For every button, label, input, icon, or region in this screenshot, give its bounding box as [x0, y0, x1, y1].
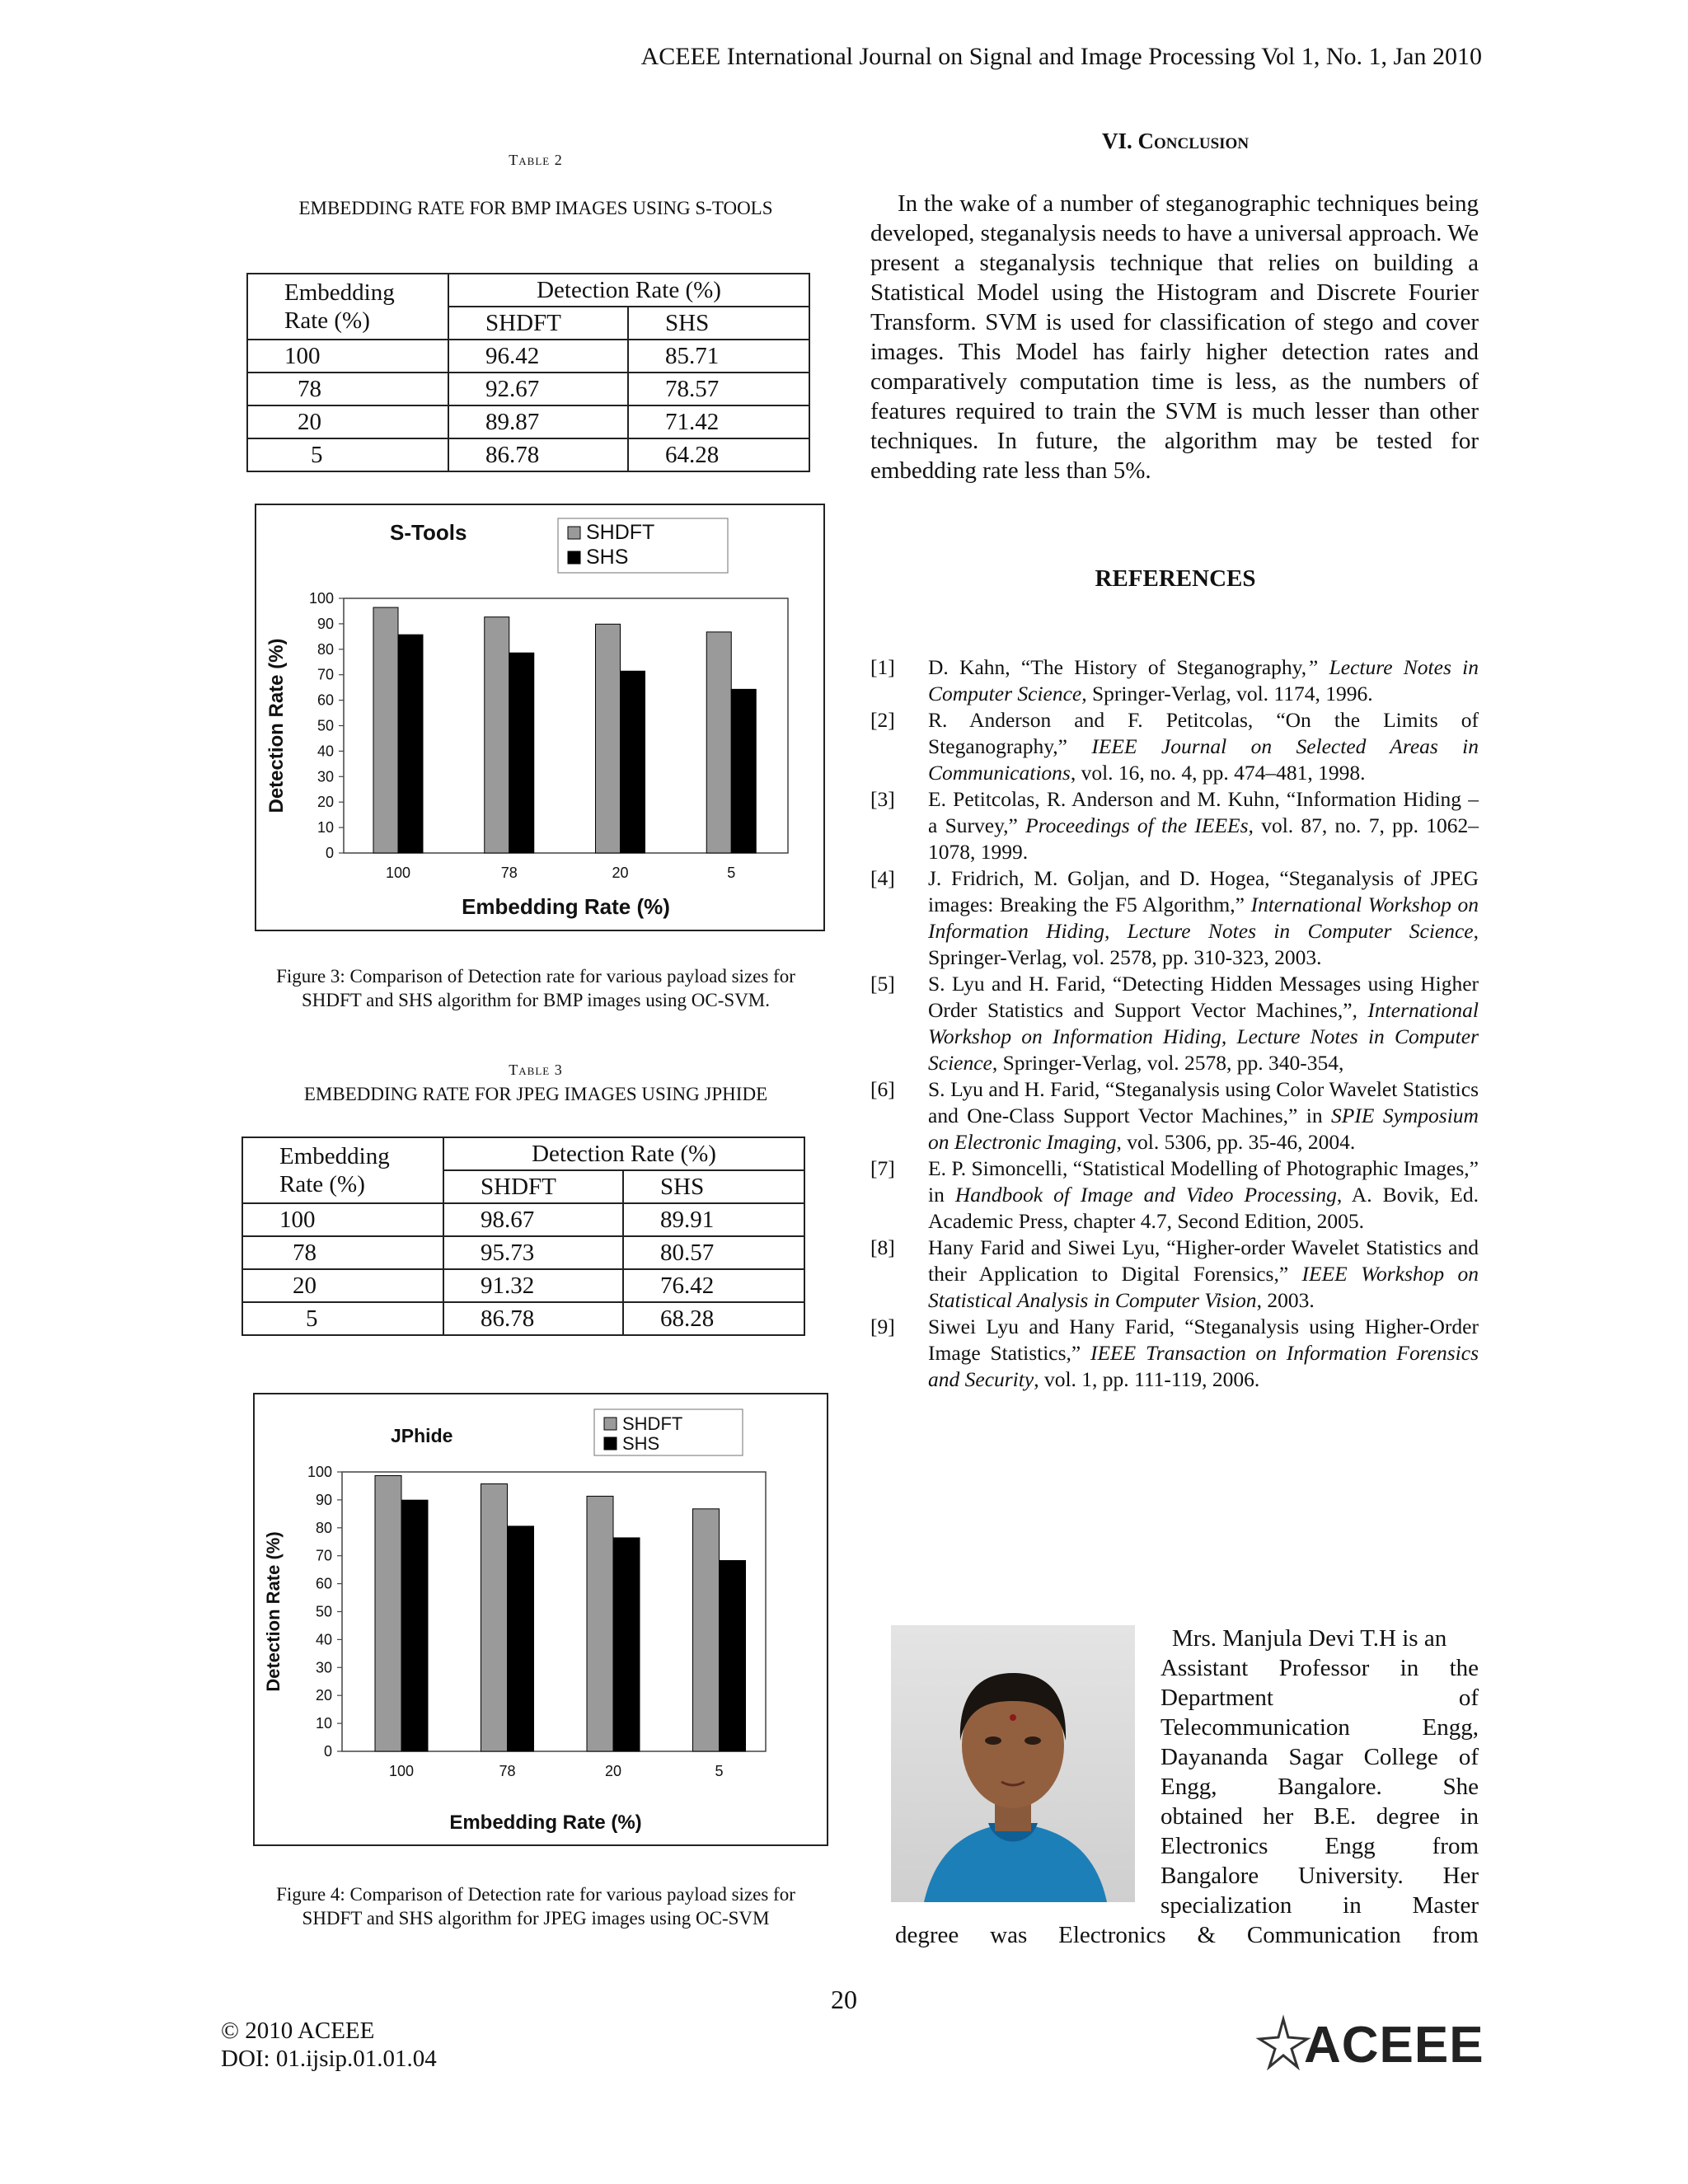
reference-text: E. Petitcolas, R. Anderson and M. Kuhn, “Information Hiding – a Survey,” — [928, 787, 1479, 837]
y-tick-label: 60 — [316, 691, 334, 709]
reference-number: [8] — [870, 1235, 895, 1259]
bar-shs — [613, 1538, 640, 1751]
reference-details: , vol. 5306, pp. 35-46, 2004. — [1116, 1130, 1356, 1154]
reference-details: , 2003. — [1256, 1288, 1315, 1312]
bar-shs — [401, 1500, 428, 1751]
reference-item — [870, 1235, 1479, 1314]
reference-number: [2] — [870, 708, 895, 732]
chart-jphide-svg — [255, 1394, 827, 1844]
reference-number: [4] — [870, 866, 895, 890]
x-tick-label: 78 — [500, 865, 518, 881]
reference-venue: ” Lecture Notes in Computer Science, — [928, 655, 1479, 705]
chart-title: S-Tools — [390, 520, 467, 545]
y-tick-label: 50 — [316, 717, 334, 734]
legend-label-shdft: SHDFT — [586, 521, 655, 544]
table3 — [241, 1137, 805, 1336]
table2-cell: 78.57 — [628, 373, 809, 405]
legend-label-shs: SHS — [586, 546, 629, 569]
y-axis-label: Detection Rate (%) — [263, 1531, 284, 1692]
reference-text: D. Kahn, “The History of Steganography, — [928, 655, 1307, 679]
figure3-caption-line1: Figure 3: Comparison of Detection rate for various payload sizes for — [276, 966, 795, 987]
x-tick-label: 78 — [499, 1763, 516, 1779]
y-tick-label: 70 — [316, 666, 334, 683]
bio-line: Bangalore University. Her — [1160, 1863, 1479, 1889]
legend-swatch-shs — [604, 1437, 617, 1450]
table2-title: EMBEDDING RATE FOR BMP IMAGES USING S-TOOLS — [298, 198, 773, 218]
y-tick-label: 0 — [325, 845, 334, 861]
x-axis-label: Embedding Rate (%) — [462, 894, 670, 919]
bar-shs — [509, 653, 534, 853]
table2-label — [239, 152, 832, 169]
bar-shdft — [693, 1509, 720, 1751]
reference-details: , Springer-Verlag, vol. 2578, pp. 340-354, — [992, 1051, 1344, 1075]
y-tick-label: 40 — [316, 743, 334, 760]
reference-item — [870, 865, 1479, 971]
bar-shdft — [481, 1483, 508, 1751]
bio-line: Engg, Bangalore. She — [1160, 1774, 1479, 1800]
reference-venue: IEEE Workshop on Statistical Analysis in Computer Vision — [928, 1262, 1479, 1312]
reference-venue: Proceedings of the IEEEs, — [1025, 813, 1254, 837]
reference-details: vol. 87, no. 7, pp. 1062–1078, 1999. — [928, 813, 1479, 864]
reference-details: Springer-Verlag, vol. 1174, 1996. — [1086, 682, 1373, 705]
table2-cell: 78 — [247, 373, 448, 405]
table3-row — [242, 1236, 804, 1269]
reference-item — [870, 1155, 1479, 1235]
table2-cell: 89.87 — [448, 405, 628, 438]
bio-line: Department of — [1160, 1685, 1479, 1711]
table3-row — [242, 1203, 804, 1236]
table2-row — [247, 340, 809, 373]
reference-item — [870, 1314, 1479, 1393]
table3-cell: 76.42 — [623, 1269, 804, 1302]
table3-cell: 89.91 — [623, 1203, 804, 1236]
author-bio — [1160, 1624, 1479, 1920]
chart-title: JPhide — [391, 1425, 453, 1446]
x-tick-label: 100 — [385, 865, 411, 881]
bar-shdft — [587, 1496, 613, 1751]
y-tick-label: 80 — [316, 640, 334, 658]
reference-text: E. P. Simoncelli, “Statistical Modelling of Photographic Images,” in — [928, 1156, 1479, 1207]
table2-cell: 92.67 — [448, 373, 628, 405]
table3-title: EMBEDDING RATE FOR JPEG IMAGES USING JPHIDE — [303, 1084, 768, 1104]
table3-cell: 86.78 — [443, 1302, 623, 1335]
page-number: 20 — [831, 1985, 857, 2014]
legend-swatch-shs — [568, 551, 580, 564]
chart-s-tools — [255, 504, 825, 931]
bio-line: Assistant Professor in the — [1160, 1655, 1479, 1681]
y-tick-label: 100 — [307, 1464, 332, 1480]
bar-shdft — [375, 1476, 401, 1751]
y-tick-label: 90 — [316, 615, 334, 632]
table3-head-group: Detection Rate (%) — [443, 1137, 804, 1170]
references-list — [870, 654, 1479, 1393]
figure3-caption-line2: SHDFT and SHS algorithm for BMP images using OC-SVM. — [301, 990, 770, 1010]
table3-head-embedding: Embedding Rate (%) — [242, 1137, 443, 1203]
bar-shs — [621, 671, 645, 853]
reference-details: , vol. 1, pp. 111-119, 2006. — [1034, 1367, 1260, 1391]
table3-cell: 91.32 — [443, 1269, 623, 1302]
table2-head-group: Detection Rate (%) — [448, 274, 809, 307]
reference-details: , vol. 16, no. 4, pp. 474–481, 1998. — [1070, 761, 1366, 785]
bar-shdft — [596, 624, 621, 853]
legend-swatch-shdft — [568, 527, 580, 539]
reference-details: , A. Bovik, Ed. Academic Press, chapter 4.7, Second Edition, 2005. — [928, 1183, 1479, 1233]
reference-number: [3] — [870, 787, 895, 811]
bar-shdft — [485, 617, 509, 853]
legend-label-shdft: SHDFT — [622, 1413, 683, 1434]
reference-text: Siwei Lyu and Hany Farid, “Steganalysis using Higher-Order Image Statistics,” — [928, 1315, 1479, 1365]
table3-head-shs: SHS — [623, 1170, 804, 1203]
table2-cell: 86.78 — [448, 438, 628, 471]
x-tick-label: 5 — [727, 865, 736, 881]
conclusion-title: VI. Conclusion — [1101, 129, 1250, 153]
table2-label-text: Table 2 — [509, 152, 563, 168]
reference-number: [6] — [870, 1077, 895, 1101]
author-photo — [891, 1625, 1135, 1902]
aceee-logo — [1254, 2014, 1485, 2072]
figure4-caption-line1: Figure 4: Comparison of Detection rate for various payload sizes for — [276, 1884, 795, 1905]
author-photo-image — [891, 1625, 1135, 1902]
bio-line: Dayananda Sagar College of — [1160, 1744, 1479, 1770]
y-tick-label: 0 — [323, 1743, 332, 1760]
conclusion-title-word: Conclusion — [1137, 129, 1250, 153]
chart-s-tools-svg — [256, 505, 823, 930]
bio-line: Telecommunication Engg, — [1160, 1714, 1479, 1741]
x-tick-label: 20 — [604, 1763, 622, 1779]
table2-cell: 96.42 — [448, 340, 628, 373]
doi: DOI: 01.ijsip.01.01.04 — [221, 2046, 437, 2072]
bar-shs — [731, 689, 756, 853]
footer-left — [221, 2017, 437, 2073]
table3-cell: 80.57 — [623, 1236, 804, 1269]
table3-label — [214, 1062, 857, 1079]
reference-venue: Handbook of Image and Video Processing — [954, 1183, 1337, 1207]
y-tick-label: 30 — [316, 768, 334, 785]
x-tick-label: 100 — [388, 1763, 415, 1779]
author-bio-last-line: degree was Electronics & Communication from — [895, 1922, 1479, 1948]
y-tick-label: 60 — [315, 1575, 332, 1592]
y-tick-label: 70 — [315, 1547, 332, 1564]
y-axis-label: Detection Rate (%) — [265, 638, 288, 813]
copyright: © 2010 ACEEE — [221, 2018, 375, 2044]
table3-cell: 68.28 — [623, 1302, 804, 1335]
x-tick-label: 5 — [715, 1763, 724, 1779]
reference-number: [5] — [870, 972, 895, 996]
figure3-caption — [214, 964, 857, 1012]
table3-head-shdft: SHDFT — [443, 1170, 623, 1203]
bar-shdft — [373, 607, 398, 853]
reference-item — [870, 707, 1479, 786]
table2-head-shs: SHS — [628, 307, 809, 340]
x-tick-label: 20 — [612, 865, 629, 881]
y-tick-label: 10 — [316, 819, 334, 837]
reference-venue: SPIE Symposium on Electronic Imaging — [928, 1104, 1479, 1154]
logo-text: ACEEE — [1304, 2017, 1484, 2074]
reference-item — [870, 971, 1479, 1076]
reference-number: [7] — [870, 1156, 895, 1180]
table2-cell: 85.71 — [628, 340, 809, 373]
reference-venue: IEEE Transaction on Information Forensics and Security — [928, 1341, 1479, 1391]
reference-venue: , International Workshop on Information Hiding, Lecture Notes in Computer Science — [928, 998, 1479, 1075]
table2-cell: 64.28 — [628, 438, 809, 471]
bio-line: obtained her B.E. degree in — [1160, 1803, 1479, 1830]
y-tick-label: 90 — [315, 1491, 332, 1508]
table3-cell: 20 — [242, 1269, 443, 1302]
table2 — [246, 273, 810, 472]
table2-cell: 71.42 — [628, 405, 809, 438]
table3-cell: 78 — [242, 1236, 443, 1269]
legend-swatch-shdft — [604, 1418, 617, 1430]
reference-text: S. Lyu and H. Farid, “Steganalysis using Color Wavelet Statistics and One-Class Support Vector Machines,” in — [928, 1077, 1479, 1127]
reference-text: S. Lyu and H. Farid, “Detecting Hidden Messages using Higher Order Statistics and Support Vector Machines,” — [928, 972, 1479, 1022]
table3-cell: 100 — [242, 1203, 443, 1236]
chart-jphide — [253, 1393, 828, 1846]
table3-cell: 98.67 — [443, 1203, 623, 1236]
reference-venue: IEEE Journal on Selected Areas in Communications — [928, 734, 1479, 785]
reference-number: [1] — [870, 655, 895, 679]
references-title: REFERENCES — [1095, 565, 1256, 592]
reference-number: [9] — [870, 1315, 895, 1338]
table2-head-shdft: SHDFT — [448, 307, 628, 340]
bar-shs — [398, 635, 423, 853]
y-tick-label: 20 — [315, 1687, 332, 1704]
reference-item — [870, 786, 1479, 865]
table2-cell: 100 — [247, 340, 448, 373]
table3-cell: 5 — [242, 1302, 443, 1335]
table2-row — [247, 373, 809, 405]
bio-line: Mrs. Manjula Devi T.H is an — [1172, 1625, 1447, 1652]
bio-line: specialization in Master — [1160, 1892, 1479, 1919]
table3-row — [242, 1269, 804, 1302]
bio-line: Electronics Engg from — [1160, 1833, 1479, 1859]
figure4-caption — [214, 1882, 857, 1930]
y-tick-label: 20 — [316, 794, 334, 811]
table2-head-embedding: Embedding Rate (%) — [247, 274, 448, 340]
legend-label-shs: SHS — [622, 1433, 660, 1454]
table2-row — [247, 438, 809, 471]
table2-cell: 5 — [247, 438, 448, 471]
reference-text: Hany Farid and Siwei Lyu, “Higher-order Wavelet Statistics and their Application to Digital Forensics,” — [928, 1235, 1479, 1286]
reference-text: R. Anderson and F. Petitcolas, “On the Limits of Steganography,” — [928, 708, 1479, 758]
bar-shs — [720, 1561, 746, 1751]
table3-row — [242, 1302, 804, 1335]
y-tick-label: 100 — [308, 590, 334, 607]
bar-shdft — [706, 632, 731, 853]
table3-label-text: Table 3 — [509, 1062, 563, 1078]
y-tick-label: 80 — [315, 1519, 332, 1536]
table2-cell: 20 — [247, 405, 448, 438]
x-axis-label: Embedding Rate (%) — [449, 1811, 642, 1834]
table2-row — [247, 405, 809, 438]
y-tick-label: 50 — [315, 1603, 332, 1620]
y-tick-label: 10 — [315, 1715, 332, 1732]
reference-details: , Springer-Verlag, vol. 2578, pp. 310-323, 2003. — [928, 919, 1479, 969]
journal-header: ACEEE International Journal on Signal and Image Processing Vol 1, No. 1, Jan 2010 — [640, 43, 1482, 70]
conclusion-body: In the wake of a number of steganographic techniques being developed, steganalysis needs to have a universal approach. We present a steganalysis technique that relies on building a Statistical Model using the Histogram and Discrete Fourier Transform. SVM is used for classification of stego and cover images. This Model has fairly higher detection rates and comparatively computation time is less, as the numbers of features required to train the SVM is much lesser than other techniques. In future, the algorithm may be tested for embedding rate less than 5%. — [870, 190, 1479, 484]
y-tick-label: 40 — [315, 1631, 332, 1648]
reference-item — [870, 654, 1479, 707]
reference-text: J. Fridrich, M. Goljan, and D. Hogea, “Steganalysis of JPEG images: Breaking the F5 Algorithm,” — [928, 866, 1479, 916]
reference-venue: International Workshop on Information Hiding, Lecture Notes in Computer Science — [928, 893, 1479, 943]
reference-item — [870, 1076, 1479, 1155]
figure4-caption-line2: SHDFT and SHS algorithm for JPEG images using OC-SVM — [302, 1908, 770, 1929]
table3-cell: 95.73 — [443, 1236, 623, 1269]
bar-shs — [508, 1526, 534, 1751]
y-tick-label: 30 — [315, 1659, 332, 1676]
